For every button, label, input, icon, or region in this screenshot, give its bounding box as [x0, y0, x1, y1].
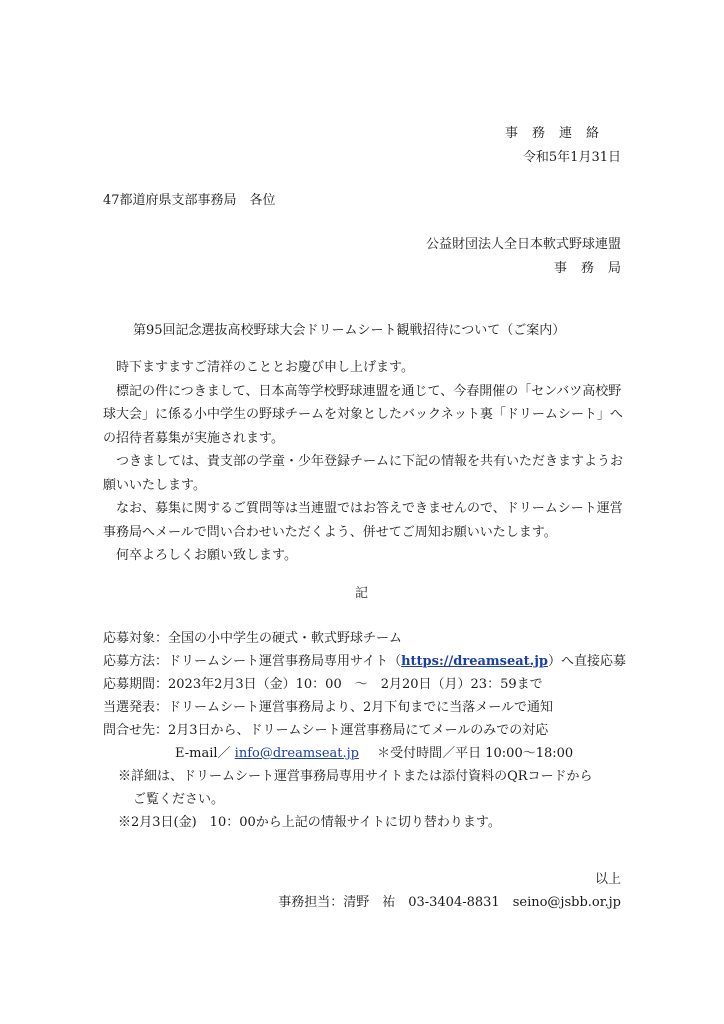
- doc-date: 令和5年1月31日: [522, 150, 621, 165]
- body-paragraph: 何卒よろしくお願い致します。: [116, 548, 297, 563]
- document-title: 第95回記念選抜高校野球大会ドリームシート観戦招待について（ご案内）: [133, 323, 566, 338]
- method-prefix: 応募方法：ドリームシート運営事務局専用サイト（: [103, 654, 402, 669]
- method-suffix: ）へ直接応募: [548, 654, 627, 669]
- detail-target: 応募対象：全国の小中学生の硬式・軟式野球チーム: [103, 631, 403, 646]
- reception-hours: ＊受付時間／平日 10:00～18:00: [377, 746, 574, 761]
- sender-department: 事務局: [553, 261, 635, 276]
- sender-organization: 公益財団法人全日本軟式野球連盟: [425, 237, 621, 252]
- body-paragraph: なお、募集に関するご質問等は当連盟ではお答えできませんので、ドリームシート運営事務局へメールで問い合わせいただくよう、併せてご周知お願いいたします。: [103, 501, 623, 540]
- detail-email-line: [175, 742, 573, 761]
- email-label: E-mail／: [175, 746, 231, 761]
- detail-contact: 問合せ先：2月3日から、ドリームシート運営事務局にてメールのみでの対応: [103, 723, 549, 738]
- staff-contact: 事務担当：清野 祐 03-3404-8831 seino@jsbb.or.jp: [278, 895, 621, 910]
- note-switch: ※2月3日(金) 10：00から上記の情報サイトに切り替わります。: [118, 815, 501, 830]
- body-paragraph: 標記の件につきまして、日本高等学校野球連盟を通じて、今春開催の「センバツ高校野球大会」に係る小中学生の野球チームを対象としたバックネット裏「ドリームシート」への招待者募集が実施されます。: [103, 383, 623, 446]
- addressee: 47都道府県支部事務局 各位: [103, 193, 276, 208]
- ki-heading: 記: [355, 586, 369, 601]
- closing-remark: 以上: [594, 872, 621, 887]
- body-paragraph: つきましては、貴支部の学童・少年登録チームに下記の情報を共有いただきますようお願いいたします。: [103, 454, 624, 493]
- detail-method: [103, 650, 626, 669]
- email-link[interactable]: info@dreamseat.jp: [234, 746, 359, 761]
- detail-period: 応募期間：2023年2月3日（金）10：00 ～ 2月20日（月）23：59まで: [103, 677, 543, 692]
- body-paragraph: 時下ますますご清祥のこととお慶び申し上げます。: [116, 360, 414, 375]
- body-text: [103, 356, 623, 568]
- detail-announcement: 当選発表：ドリームシート運営事務局より、2月下旬までに当落メールで通知: [103, 700, 554, 715]
- note-details-line1: ※詳細は、ドリームシート運営事務局専用サイトまたは添付資料のQRコードから: [118, 769, 593, 784]
- dreamseat-site-link[interactable]: https://dreamseat.jp: [401, 654, 548, 669]
- doc-type: 事務連絡: [505, 126, 614, 141]
- note-details-line2: ご覧ください。: [133, 792, 225, 807]
